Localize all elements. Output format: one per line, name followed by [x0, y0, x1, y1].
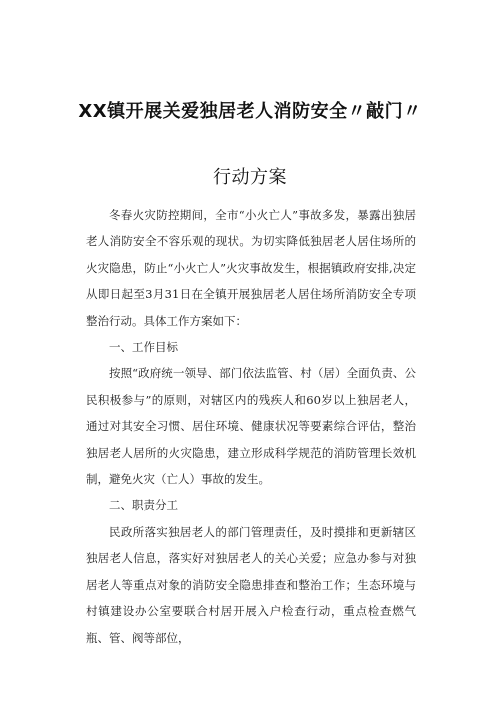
goals-paragraph: 按照“政府统一领导、部门依法监管、村（居）全面负责、公民积极参与”的原则，对辖区内的残疾人和60岁以上独居老人，通过对其安全习惯、居住环境、健康状况等要素综合评估，整治独居老人居所的火灾隐患，建立形成科学规范的消防管理长效机制，避免火灾（亡人）事故的发生。: [86, 366, 416, 487]
duties-paragraph: 民政所落实独居老人的部门管理责任，及时摸排和更新辖区独居老人信息，落实好对独居老人的关心关爱；应急办参与对独居老人等重点对象的消防安全隐患排查和整治工作；生态环境与村镇建设办公室要联合村居开展入户检查行动，重点检查燃气瓶、管、阀等部位，: [86, 524, 416, 645]
intro-paragraph: 冬春火灾防控期间，全市“小火亡人”事故多发，暴露出独居老人消防安全不容乐观的现状。为切实降低独居老人居住场所的火灾隐患，防止“小火亡人”火灾事故发生，根据镇政府安排,决定从即日起至3月31日在全镇开展独居老人居住场所消防安全专项整治行动。具体工作方案如下：: [86, 208, 416, 328]
document-body: [86, 202, 416, 651]
document-subtitle: 行动方案: [213, 167, 287, 188]
section-heading-goals: 一、工作目标: [109, 340, 178, 355]
section-heading-duties: 二、职责分工: [109, 498, 178, 513]
document-title: XX镇开展关爱独居老人消防安全〃敲门〃: [78, 101, 422, 122]
